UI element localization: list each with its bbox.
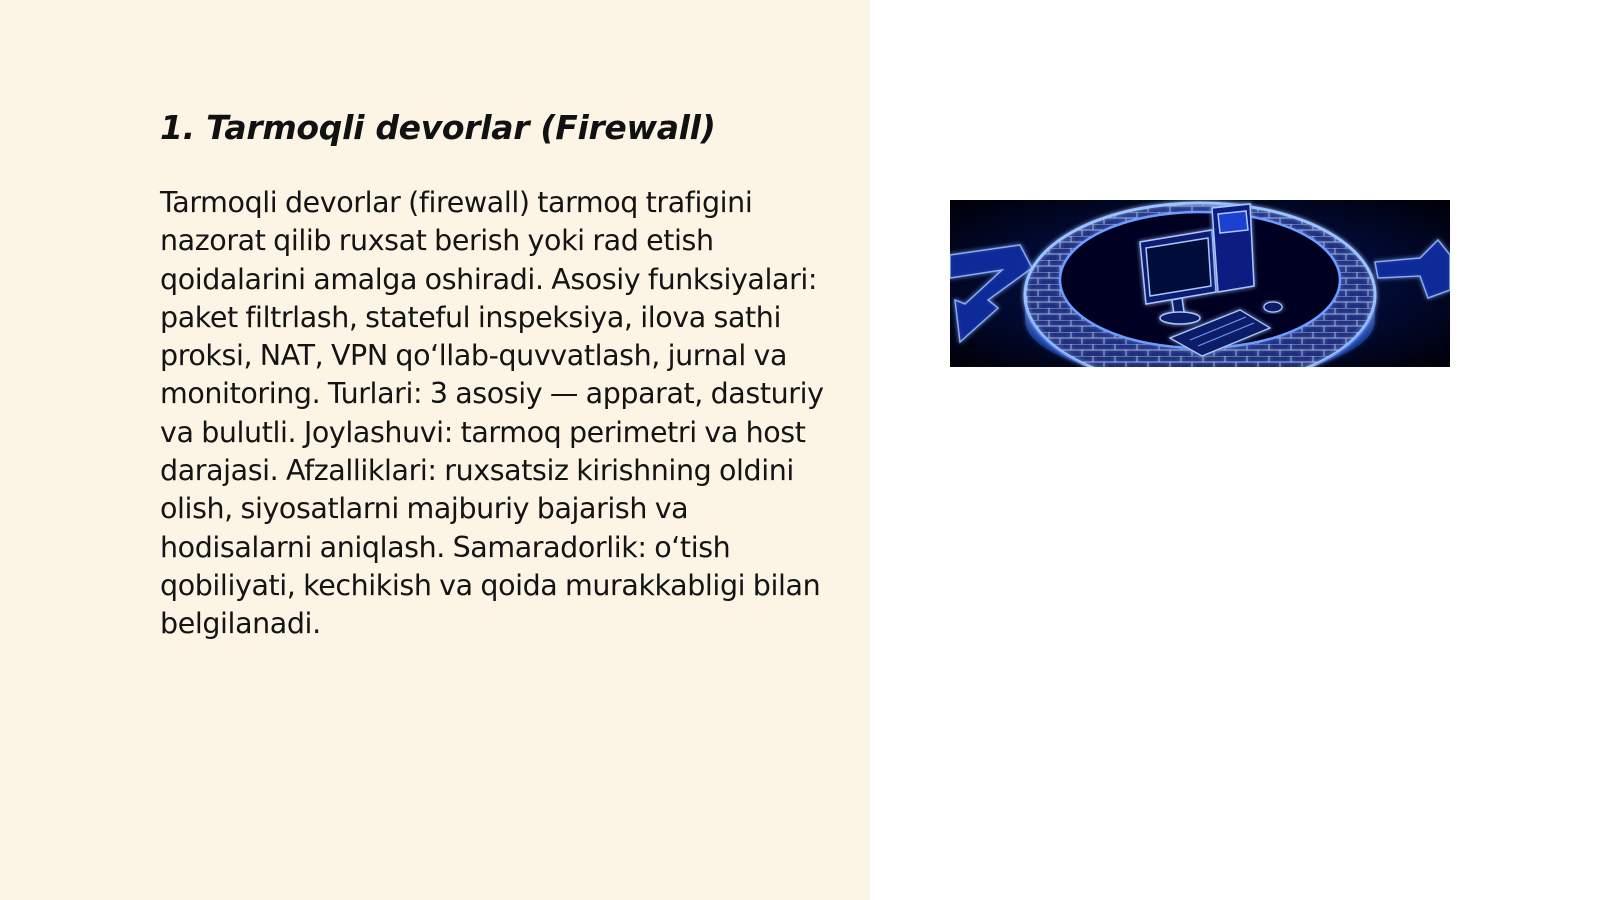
computer-tower-icon [1212, 204, 1254, 292]
slide-title: 1. Tarmoqli devorlar (Firewall) [160, 108, 716, 147]
mouse-icon [1264, 302, 1282, 312]
firewall-icon [950, 200, 1450, 367]
slide-body-text: Tarmoqli devorlar (firewall) tarmoq trafigini nazorat qilib ruxsat berish yoki rad etish qoidalarini amalga oshiradi. Asosiy funksiyalari: paket filtrlash, stateful inspeksiya, ilova sathi proksi, NAT, VPN qo‘llab-quvvatlash, jurnal va monitoring. Turlari: 3 asosiy — apparat, dasturiy va bulutli. Joylashuvi: tarmoq perimetri va host darajasi. Afzalliklari: ruxsatsiz kirishning oldini olish, siyosatlarni majburiy bajarish va hodisalarni aniqlash. Samaradorlik: o‘tish qobiliyati, kechikish va qoida murakkabligi bilan belgilanadi. [160, 186, 824, 641]
firewall-illustration [950, 200, 1450, 367]
